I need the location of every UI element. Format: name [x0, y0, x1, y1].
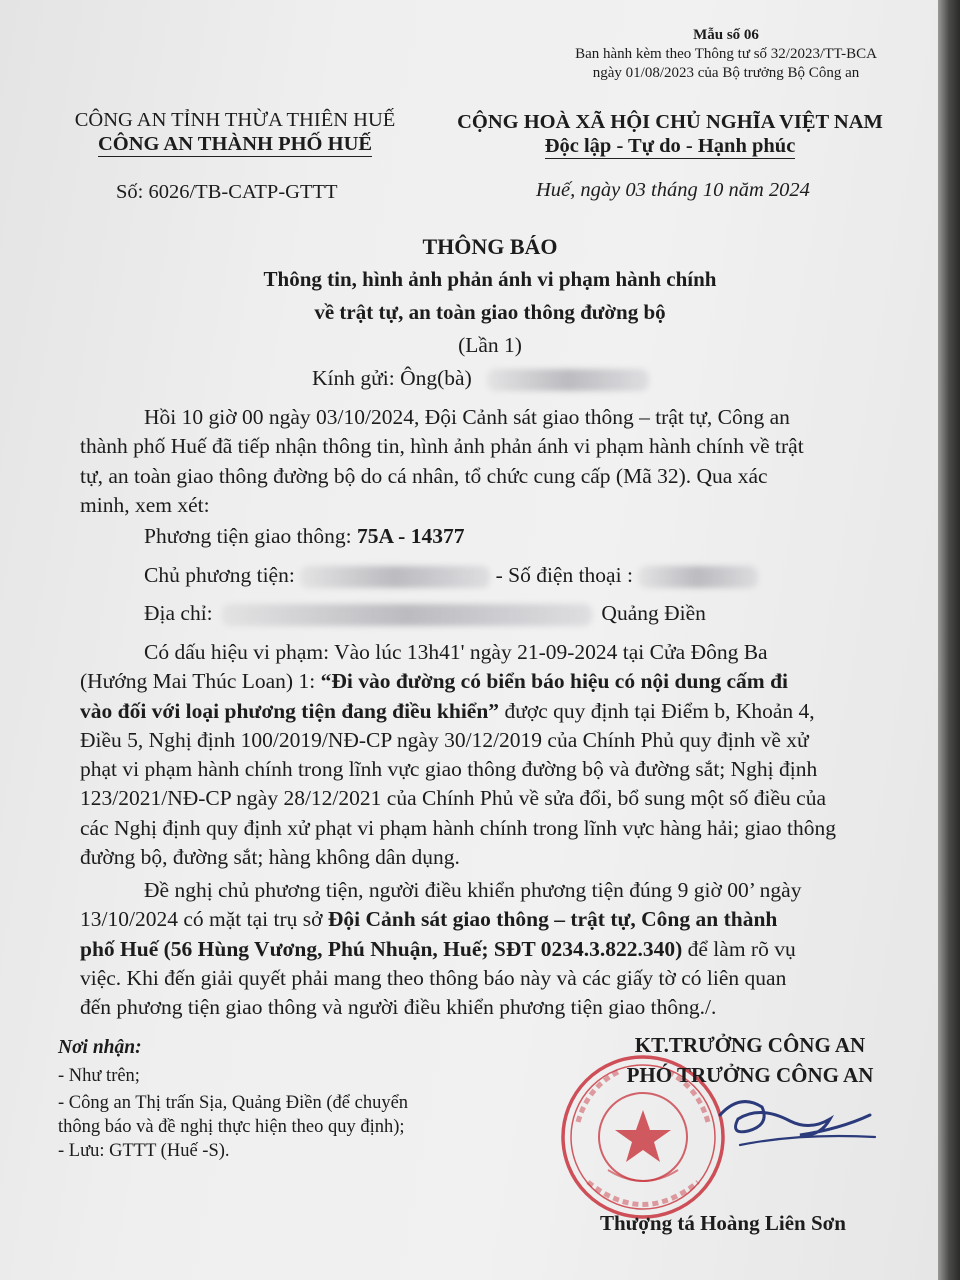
- vehicle-plate: 75A - 14377: [356, 524, 465, 548]
- owner-label: Chủ phương tiện:: [144, 563, 295, 587]
- violation-line: Có dấu hiệu vi phạm: Vào lúc 13h41' ngày 21-09-2024 tại Cửa Đông Ba: [144, 640, 768, 664]
- address-district: Quảng Điền: [601, 601, 706, 625]
- violation-offense: “Đi vào đường có biển báo hiệu có nội dung cấm đi: [320, 669, 789, 694]
- request-line: Đề nghị chủ phương tiện, người điều khiển phương tiện đúng 9 giờ 00’ ngày: [144, 878, 802, 902]
- violation-line: Điều 5, Nghị định 100/2019/NĐ-CP ngày 30/12/2019 của Chính Phủ quy định về xử: [80, 727, 809, 752]
- redacted-phone: [638, 566, 758, 588]
- notice-subtitle-1: Thông tin, hình ảnh phản ánh vi phạm hành chính: [263, 267, 717, 291]
- agency-name: CÔNG AN THÀNH PHỐ HUẾ: [97, 133, 373, 155]
- request-office: Đội Cảnh sát giao thông – trật tự, Công an thành: [327, 907, 778, 932]
- addressee-line: [312, 364, 649, 393]
- signature-block: [590, 1030, 910, 1090]
- redacted-owner: [300, 566, 490, 588]
- intro-line: Hồi 10 giờ 00 ngày 03/10/2024, Đội Cảnh sát giao thông – trật tự, Công an: [144, 405, 790, 429]
- owner-line: [144, 561, 758, 590]
- form-number: Mẫu số 06: [693, 27, 759, 43]
- request-line: đến phương tiện giao thông và người điều khiển phương tiện giao thông./.: [80, 995, 717, 1020]
- form-issued-line1: Ban hành kèm theo Thông tư số 32/2023/TT-BCA: [575, 46, 877, 62]
- violation-line: phạt vi phạm hành chính trong lĩnh vực giao thông đường bộ và đường sắt; Nghị định: [80, 757, 818, 782]
- notice-title: THÔNG BÁO: [422, 234, 558, 259]
- redacted-address: [222, 604, 592, 626]
- notice-round: (Lần 1): [458, 333, 522, 357]
- addressee-label: Kính gửi: Ông(bà): [312, 366, 472, 390]
- nation-motto: Độc lập - Tự do - Hạnh phúc: [544, 135, 796, 157]
- violation-line: [80, 667, 908, 696]
- violation-text: (Hướng Mai Thúc Loan) 1:: [80, 669, 321, 694]
- agency-header: [40, 108, 430, 156]
- place-date: Huế, ngày 03 tháng 10 năm 2024: [536, 179, 810, 201]
- form-issued-line2: ngày 01/08/2023 của Bộ trưởng Bộ Công an: [592, 65, 860, 81]
- handwritten-signature: [700, 1085, 890, 1165]
- request-text: để làm rõ vụ: [682, 936, 796, 961]
- redacted-name: [487, 369, 649, 391]
- page-edge-shadow: [938, 0, 960, 1280]
- signer-name: Thượng tá Hoàng Liên Sơn: [600, 1211, 846, 1235]
- phone-label: - Số điện thoại :: [495, 563, 633, 587]
- vehicle-label: Phương tiện giao thông:: [144, 524, 357, 548]
- request-line: việc. Khi đến giải quyết phải mang theo thông báo này và các giấy tờ có liên quan: [80, 965, 787, 990]
- signature-title-1: KT.TRƯỞNG CÔNG AN: [634, 1033, 866, 1057]
- request-text: 13/10/2024 có mặt tại trụ sở: [80, 907, 328, 932]
- signature-title-2: PHÓ TRƯỞNG CÔNG AN: [626, 1063, 874, 1087]
- violation-text: được quy định tại Điểm b, Khoản 4,: [499, 698, 815, 723]
- violation-line: 123/2021/NĐ-CP ngày 28/12/2021 của Chính Phủ về sửa đổi, bổ sung một số điều của: [80, 786, 826, 811]
- address-line: [144, 599, 706, 628]
- recipient-item: thông báo và đề nghị thực hiện theo quy định);: [58, 1117, 405, 1137]
- intro-line: minh, xem xét:: [80, 492, 210, 517]
- violation-line: đường bộ, đường sắt; hàng không dân dụng.: [80, 845, 460, 870]
- violation-paragraph: [80, 638, 908, 872]
- violation-offense: vào đối với loại phương tiện đang điều khiển”: [80, 698, 500, 723]
- agency-parent: CÔNG AN TỈNH THỪA THIÊN HUẾ: [74, 109, 396, 131]
- request-office: phố Huế (56 Hùng Vương, Phú Nhuận, Huế; SĐT 0234.3.822.340): [80, 936, 683, 961]
- notice-subtitle-2: về trật tự, an toàn giao thông đường bộ: [314, 300, 666, 324]
- nation-header: [430, 110, 910, 158]
- nation-name: CỘNG HOÀ XÃ HỘI CHỦ NGHĨA VIỆT NAM: [457, 111, 883, 133]
- intro-line: thành phố Huế đã tiếp nhận thông tin, hình ảnh phản ánh vi phạm hành chính về trật: [80, 434, 804, 459]
- violation-line: [80, 697, 908, 726]
- violation-line: các Nghị định quy định xử phạt vi phạm hành chính trong lĩnh vực hàng hải; giao thông: [80, 815, 836, 840]
- request-line: [80, 935, 908, 964]
- document-number: Số: 6026/TB-CATP-GTTT: [116, 181, 338, 203]
- title-block: [80, 230, 900, 362]
- request-paragraph: [80, 876, 908, 1022]
- form-reference: [566, 26, 886, 83]
- intro-paragraph: [80, 403, 908, 520]
- address-label: Địa chỉ:: [144, 601, 213, 625]
- vehicle-line: [144, 522, 464, 551]
- request-line: [80, 905, 908, 934]
- recipient-item: - Công an Thị trấn Sịa, Quảng Điền (để chuyển: [58, 1093, 409, 1113]
- recipient-item: - Như trên;: [58, 1066, 140, 1086]
- intro-line: tự, an toàn giao thông đường bộ do cá nhân, tổ chức cung cấp (Mã 32). Qua xác: [80, 463, 768, 488]
- recipients-heading: Nơi nhận:: [58, 1037, 142, 1058]
- recipients-block: [58, 1036, 408, 1163]
- recipient-item: - Lưu: GTTT (Huế -S).: [58, 1141, 230, 1161]
